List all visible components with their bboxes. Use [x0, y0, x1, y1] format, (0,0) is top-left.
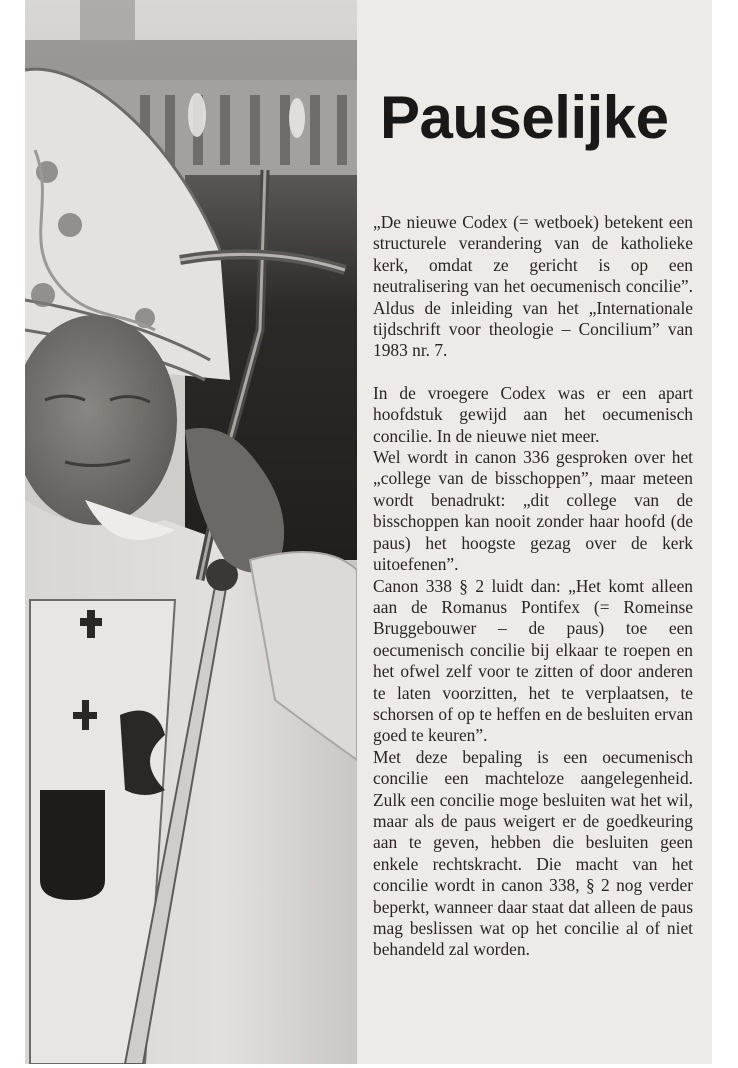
article-headline: Pauselijke — [380, 84, 669, 151]
article-paragraph: Met deze bepaling is een oecumenisch concilie een machteloze aangelegenheid. Zulk een concilie moge besluiten wat het wil, maar als de paus weigert er de goedkeuring aan te geven, hebben die besluiten geen enkele rechtskracht. Die macht van het concilie wordt in canon 338, § 2 nog verder beperkt, wanneer daar staat dat alleen de paus mag beslissen wat op het concilie al of niet behandeld zal worden. — [373, 746, 693, 960]
photo-illustration — [25, 0, 357, 1064]
article-paragraph-intro: „De nieuwe Codex (= wetboek) betekent een structurele verandering van de katholieke kerk, omdat ze gericht is op een neutralisering van het oecumenisch concilie”. Aldus de inleiding van het „Internationale tijdschrift voor theologie – Concilium” van 1983 nr. 7. — [373, 212, 693, 361]
article-body — [373, 212, 693, 961]
page-margin — [712, 0, 738, 1068]
pope-photo — [25, 0, 357, 1064]
article-paragraph: Canon 338 § 2 luidt dan: „Het komt alleen aan de Romanus Pontifex (= Romeinse Bruggebouwer – de paus) toe een oecumenisch concilie bij elkaar te roepen en het ofwel zelf voor te zitten of door anderen te laten voorzitten, het te verplaatsen, te schorsen of op te heffen en de besluiten ervan goed te keuren”. — [373, 575, 693, 746]
article-text-panel — [357, 0, 712, 1064]
article-paragraph: Wel wordt in canon 336 gesproken over het „college van de bisschoppen”, maar meteen wordt benadrukt: „dit college van de bisschoppen kan nooit zonder haar hoofd (de paus) het hoogste gezag over de kerk uitoefenen”. — [373, 447, 693, 575]
stole-emblem — [40, 790, 105, 900]
article-paragraph: In de vroegere Codex was er een apart hoofdstuk gewijd aan het oecumenisch concilie. In de nieuwe niet meer. — [373, 382, 693, 446]
